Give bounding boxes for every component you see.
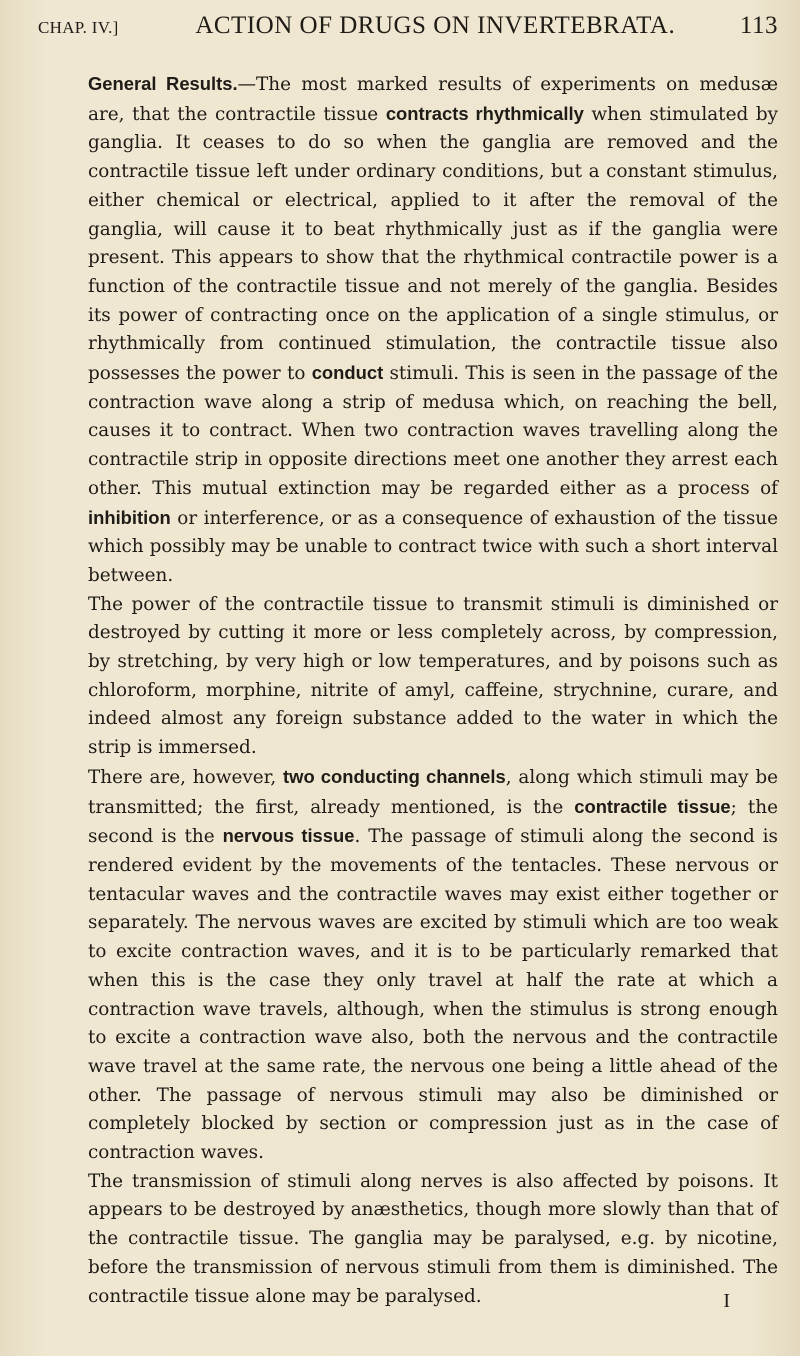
text-run: or interference, or as a consequence of exhaustion of the tissue which possibly may be unable to contract twice with such a short interval between. <box>88 507 778 586</box>
signature-mark: I <box>723 1290 730 1312</box>
text-run: —The most marked results of experiments on medusæ are, that the contractile tissue <box>88 74 779 125</box>
emphasis-term: contracts rhythmically <box>385 102 584 124</box>
paragraph <box>88 1168 778 1312</box>
section-lead: General Results. <box>88 73 238 94</box>
emphasis-term: contractile tissue <box>574 795 731 817</box>
emphasis-term: conduct <box>311 362 384 384</box>
chapter-label: CHAP. IV.] <box>38 18 119 37</box>
text-run: There are, however, <box>88 766 284 788</box>
text-run: . The passage of stimuli along the second is rendered evident by the movements of the tentacles. These nervous or tentacular waves and the contractile waves may exist either together or separately. The nervous waves are excited by stimuli which are too weak to excite contraction waves, and it is to be particularly remarked that when this is the case they only travel at half the rate at which a contraction wave travels, although, when the stimulus is strong enough to excite a contraction wave also, both the nervous and the contractile wave travel at the same rate, the nervous one being a little ahead of the other. The passage of nervous stimuli may also be diminished or completely blocked by section or compression just as in the case of contraction waves. <box>88 826 778 1164</box>
paragraph <box>88 763 778 1168</box>
emphasis-term: two conducting channels <box>283 765 506 787</box>
running-title: ACTION OF DRUGS ON INVERTEBRATA. <box>195 12 676 39</box>
emphasis-term: inhibition <box>88 506 171 528</box>
text-run: ; the second is the <box>88 796 778 848</box>
text-run: The power of the contractile tissue to transmit stimuli is diminished or destroyed by cutting it more or less completely across, by compression, by stretching, by very high or low temperatures, and by poisons such as chloroform, morphine, nitrite of amyl, caffeine, strychnine, curare, and indeed almost any foreign substance added to the water in which the strip is immersed. <box>88 593 778 759</box>
text-run: , along which stimuli may be transmitted; the first, already mentioned, is the <box>88 766 778 818</box>
running-head <box>38 12 778 40</box>
paragraph <box>88 70 778 591</box>
paragraph <box>88 591 778 763</box>
emphasis-term: nervous tissue <box>222 825 355 847</box>
text-run: The transmission of stimuli along nerves is also affected by poisons. It appears to be destroyed by anæsthetics, though more slowly than that of the contractile tissue. The ganglia may be paralysed, e.g. by nicotine, before the transmission of nervous stimuli from them is diminished. The contractile tissue alone may be paralysed. <box>88 1170 778 1307</box>
text-run: stimuli. This is seen in the passage of the contraction wave along a strip of medusa which, on reaching the bell, causes it to contract. When two contraction waves travelling along the contractile strip in opposite directions meet one another they arrest each other. This mutual extinction may be regarded either as a process of <box>88 363 779 499</box>
body-text <box>88 70 778 1311</box>
page-number: 113 <box>739 12 778 39</box>
text-run: when stimulated by ganglia. It ceases to do so when the ganglia are removed and the contractile tissue left under ordinary conditions, but a constant stimulus, either chemical or electrical, applied to it after the removal of the ganglia, will cause it to beat rhythmically just as if the ganglia were present. This appears to show that the rhythmical contractile power is a function of the contractile tissue and not merely of the ganglia. Besides its power of contracting once on the application of a single stimulus, or rhythmically from continued stimulation, the contractile tissue also possesses the power to <box>88 103 778 385</box>
